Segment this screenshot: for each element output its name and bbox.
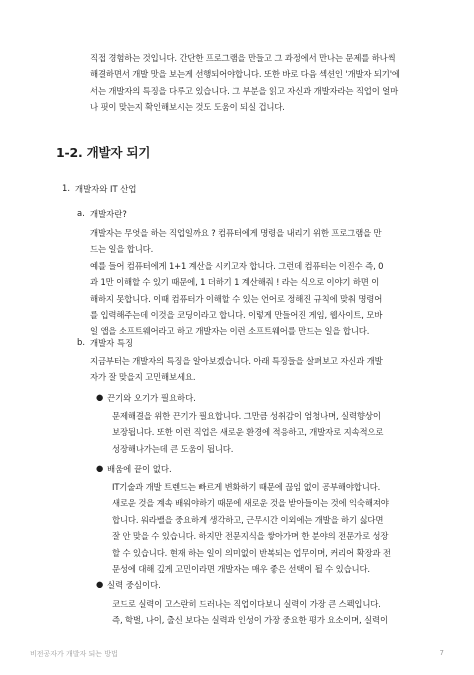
bullet-paragraph (112, 596, 388, 629)
list-number: 1. (62, 183, 70, 193)
sub-b-paragraph (90, 353, 383, 386)
list-item-label: 개발자와 IT 산업 (75, 184, 137, 194)
sub-item-label: 개발자 특징 (90, 338, 134, 348)
paragraph-line: 해하지 못합니다. 이때 컴퓨터가 이해할 수 있는 언어로 정해진 규칙에 맞춰 명령어 (90, 293, 383, 304)
paragraph-line: 를 입력해주는데 이것을 코딩이라고 합니다. 이렇게 만들어진 게임, 웹사이트, 모바 (90, 310, 383, 321)
sub-item-marker: a. (77, 208, 85, 218)
paragraph-line: 문제해결을 위한 끈기가 필요합니다. 그만큼 성취감이 엄청나며, 실력향상이 (112, 411, 381, 421)
intro-line: 나 핏이 맞는지 확인해보시는 것도 도움이 되실 겁니다. (90, 102, 285, 113)
paragraph-line: IT기술과 개발 트렌드는 빠르게 변화하기 때문에 끊임 없이 공부해야합니다. (112, 482, 381, 492)
paragraph-line: 지금부터는 개발자의 특징을 알아보겠습니다. 아래 특징들을 살펴보고 자신과 개발 (90, 356, 383, 366)
intro-line: 서는 개발자의 특징을 다루고 있습니다. 그 부분을 읽고 자신과 개발자라는 직업이 얼마 (90, 85, 399, 96)
intro-line: 직접 경험하는 것입니다. 간단한 프로그램을 만들고 그 과정에서 만나는 문제를 하나씩 (90, 53, 396, 63)
sub-item-marker: b. (77, 337, 85, 347)
paragraph-line: 보장됩니다. 또한 이런 직업은 새로운 환경에 적응하고, 개발자로 지속적으로 (112, 427, 384, 438)
bullet-title: 실력 중심이다. (107, 580, 161, 590)
paragraph-line: 자가 잘 맞을지 고민해보세요. (90, 372, 196, 383)
bullet-icon: ● (96, 392, 104, 402)
paragraph-line: 합니다. 워라밸을 중요하게 생각하고, 근무시간 이외에는 개발을 하기 싫다면 (112, 514, 384, 525)
paragraph-line: 예를 들어 컴퓨터에게 1+1 계산을 시키고자 합니다. 그런데 컴퓨터는 이진수 즉, 0 (90, 260, 384, 271)
bullet-icon: ● (96, 579, 104, 589)
paragraph-line: 성장해나가는데 큰 도움이 됩니다. (112, 443, 234, 454)
section-heading: 1-2. 개발자 되기 (56, 145, 151, 160)
paragraph-line: 잘 안 맞을 수 있습니다. 하지만 전문지식을 쌓아가며 한 분야의 전문가로 성장 (112, 531, 389, 542)
bullet-paragraph (112, 408, 383, 457)
sub-a-paragraph (90, 225, 383, 340)
bullet-title: 배움에 끝이 없다. (107, 464, 172, 474)
page-number: 7 (439, 649, 444, 657)
paragraph-line: 새로운 것을 계속 배워야하기 때문에 새로운 것을 받아들이는 것에 익숙해져야 (112, 498, 389, 509)
paragraph-line: 과 1만 이해할 수 있기 때문에, 1 더하기 1 계산해줘 ! 라는 식으로 이야기 하면 이 (90, 277, 380, 288)
bullet-title: 끈기와 오기가 필요하다. (107, 393, 196, 403)
paragraph-line: 일 앱을 소프트웨어라고 하고 개발자는 이런 소프트웨어를 만드는 일을 합니다. (90, 326, 370, 337)
bullet-paragraph (112, 479, 391, 577)
footer-book-title: 비전공자가 개발자 되는 방법 (30, 650, 118, 658)
paragraph-line: 드는 일을 합니다. (90, 244, 154, 255)
sub-item-label: 개발자란? (90, 209, 127, 219)
paragraph-line: 개발자는 무엇을 하는 직업일까요 ? 컴퓨터에게 명령을 내리기 위한 프로그램을 만 (90, 228, 382, 238)
paragraph-line: 즉, 학벌, 나이, 출신 보다는 실력과 인성이 가장 중요한 평가 요소이며, 실력이 (112, 615, 388, 626)
bullet-icon: ● (96, 463, 104, 473)
paragraph-line: 할 수 있습니다. 현재 하는 일이 의미없이 반복되는 업무이며, 커리어 확장과 전 (112, 547, 391, 558)
intro-paragraph (90, 50, 400, 116)
intro-line: 해결하면서 개발 맛을 보는게 선행되어야합니다. 또한 바로 다음 섹션인 '개발자 되기'에 (90, 69, 400, 80)
paragraph-line: 문성에 대해 깊게 고민이라면 개발자는 매우 좋은 선택이 될 수 있습니다. (112, 564, 370, 575)
paragraph-line: 코드로 실력이 고스란히 드러나는 직업이다보니 실력이 가장 큰 스펙입니다. (112, 599, 381, 609)
